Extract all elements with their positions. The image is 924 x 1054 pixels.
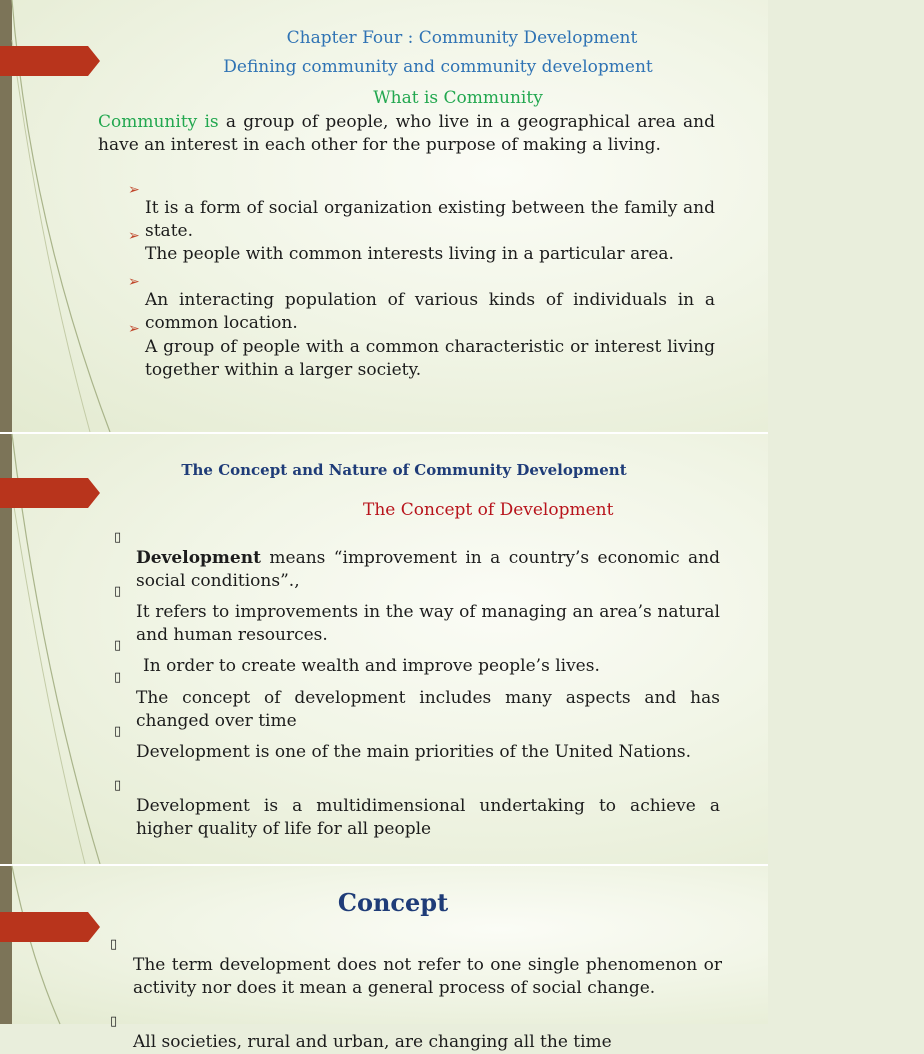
list-item: The concept of development includes many aspects and has changed over time	[136, 688, 720, 731]
arrow-bullet-icon: ➢	[128, 228, 140, 244]
list-item: Development is a multidimensional undertaking to achieve a higher quality of life for all people	[136, 796, 720, 839]
list-item: In order to create wealth and improve people’s lives.	[143, 656, 600, 676]
chapter-title: Chapter Four : Community Development	[286, 28, 638, 48]
list-item: All societies, rural and urban, are changing all the time	[133, 1032, 612, 1052]
section-heading: What is Community	[373, 88, 543, 108]
slide-3	[0, 866, 768, 1052]
slide-title: The Concept and Nature of Community Development	[181, 461, 627, 479]
box-bullet-icon: ▯	[114, 638, 122, 653]
list-item: An interacting population of various kinds of individuals in a common location.	[145, 290, 715, 333]
list-item	[136, 547, 720, 593]
slide-title: Concept	[337, 888, 449, 917]
list-item: It is a form of social organization existing between the family and state.	[145, 198, 715, 241]
definition-text: a group of people, who live in a geographical area and have an interest in each other for the purpose of making a living.	[98, 112, 715, 155]
term-bold: Development	[136, 548, 261, 568]
definition-paragraph	[98, 111, 715, 157]
term-definition: means “improvement in a country’s economic and social conditions”.,	[136, 548, 721, 591]
box-bullet-icon: ▯	[114, 724, 122, 739]
box-bullet-icon: ▯	[114, 778, 122, 793]
box-bullet-icon: ▯	[110, 1014, 118, 1029]
arrow-bullet-icon: ➢	[128, 321, 140, 337]
box-bullet-icon: ▯	[114, 584, 122, 599]
list-item: A group of people with a common characteristic or interest living together within a larger society.	[145, 337, 715, 380]
definition-term: Community is	[98, 112, 219, 132]
box-bullet-icon: ▯	[114, 670, 122, 685]
slide-1	[0, 0, 768, 432]
slide-2	[0, 434, 768, 864]
section-heading: The Concept of Development	[363, 500, 614, 520]
arrow-bullet-icon: ➢	[128, 182, 140, 198]
box-bullet-icon: ▯	[110, 937, 118, 952]
red-tag-decor	[0, 478, 100, 508]
box-bullet-icon: ▯	[114, 530, 122, 545]
list-item: The term development does not refer to one single phenomenon or activity nor does it mean a general process of social change.	[133, 955, 722, 998]
list-item: It refers to improvements in the way of managing an area’s natural and human resources.	[136, 602, 720, 645]
slide-subtitle: Defining community and community development	[223, 57, 653, 77]
list-item: Development is one of the main priorities of the United Nations.	[136, 742, 692, 762]
list-item: The people with common interests living in a particular area.	[145, 244, 674, 264]
arrow-bullet-icon: ➢	[128, 274, 140, 290]
